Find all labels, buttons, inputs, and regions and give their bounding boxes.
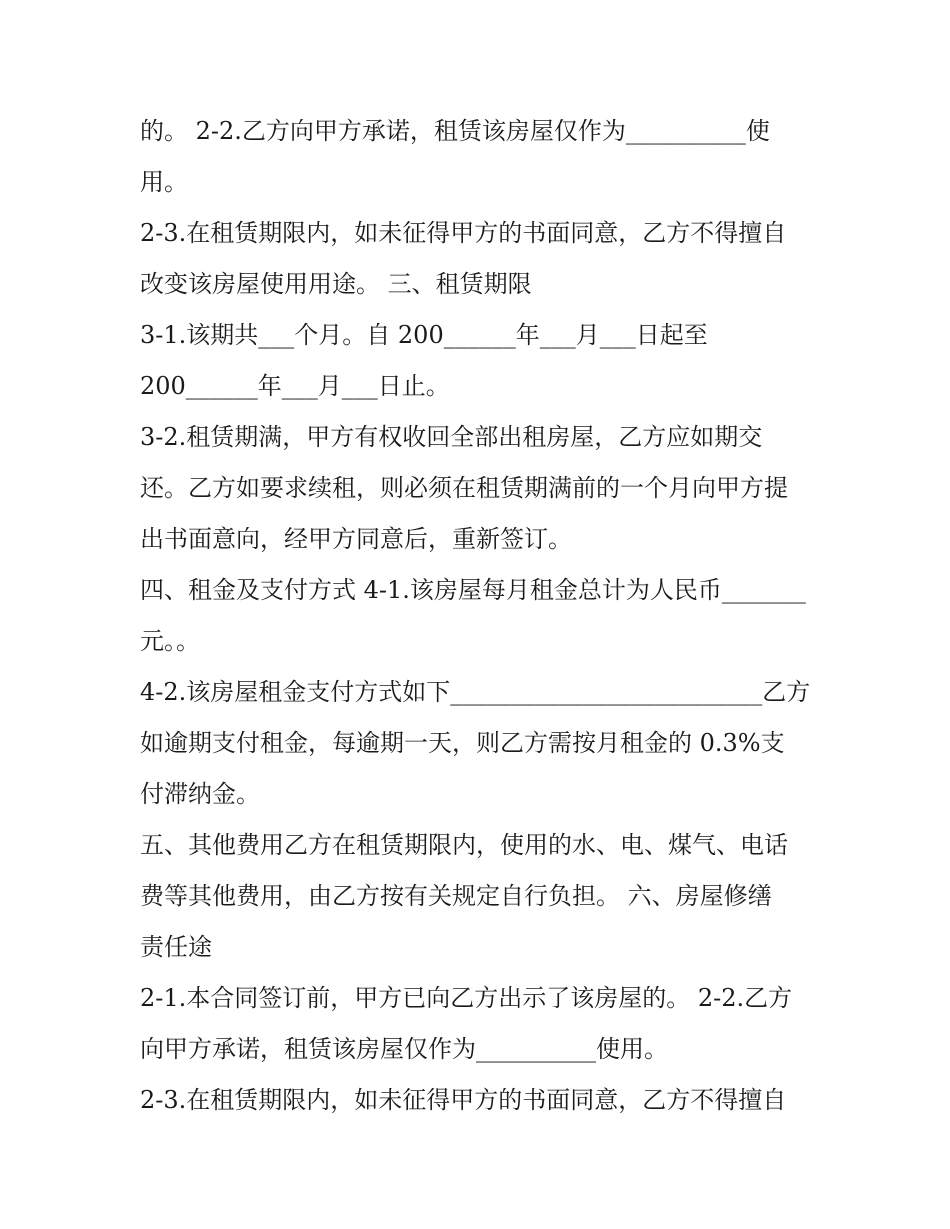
text-line: 责任途	[140, 933, 212, 961]
text-line: 用。	[140, 168, 188, 196]
text-line: 还。乙方如要求续租，则必须在租赁期满前的一个月向甲方提	[140, 474, 788, 502]
text-line: 2-1.本合同签订前，甲方已向乙方出示了该房屋的。 2-2.乙方	[140, 984, 793, 1012]
text-line: 出书面意向，经甲方同意后，重新签订。	[140, 525, 572, 553]
text-line: 改变该房屋使用用途。 三、租赁期限	[140, 270, 532, 298]
text-line: 的。 2-2.乙方向甲方承诺，租赁该房屋仅作为__________使	[140, 117, 770, 145]
text-line: 元。。	[140, 627, 200, 655]
text-line: 4-2.该房屋租金支付方式如下__________________________乙方	[140, 678, 811, 706]
text-line: 四、租金及支付方式 4-1.该房屋每月租金总计为人民币_______	[140, 576, 806, 604]
text-line: 2-3.在租赁期限内，如未征得甲方的书面同意，乙方不得擅自	[140, 1086, 787, 1114]
document-body	[140, 106, 830, 1126]
text-line: 向甲方承诺，租赁该房屋仅作为__________使用。	[140, 1035, 668, 1063]
text-line: 200______年___月___日止。	[140, 372, 450, 400]
text-line: 五、其他费用乙方在租赁期限内，使用的水、电、煤气、电话	[140, 831, 788, 859]
text-line: 付滞纳金。	[140, 780, 260, 808]
text-line: 费等其他费用，由乙方按有关规定自行负担。 六、房屋修缮	[140, 882, 772, 910]
text-line: 2-3.在租赁期限内，如未征得甲方的书面同意，乙方不得擅自	[140, 219, 787, 247]
text-line: 3-2.租赁期满，甲方有权收回全部出租房屋，乙方应如期交	[140, 423, 763, 451]
text-line: 3-1.该期共___个月。自 200______年___月___日起至	[140, 321, 708, 349]
text-line: 如逾期支付租金，每逾期一天，则乙方需按月租金的 0.3%支	[140, 729, 785, 757]
